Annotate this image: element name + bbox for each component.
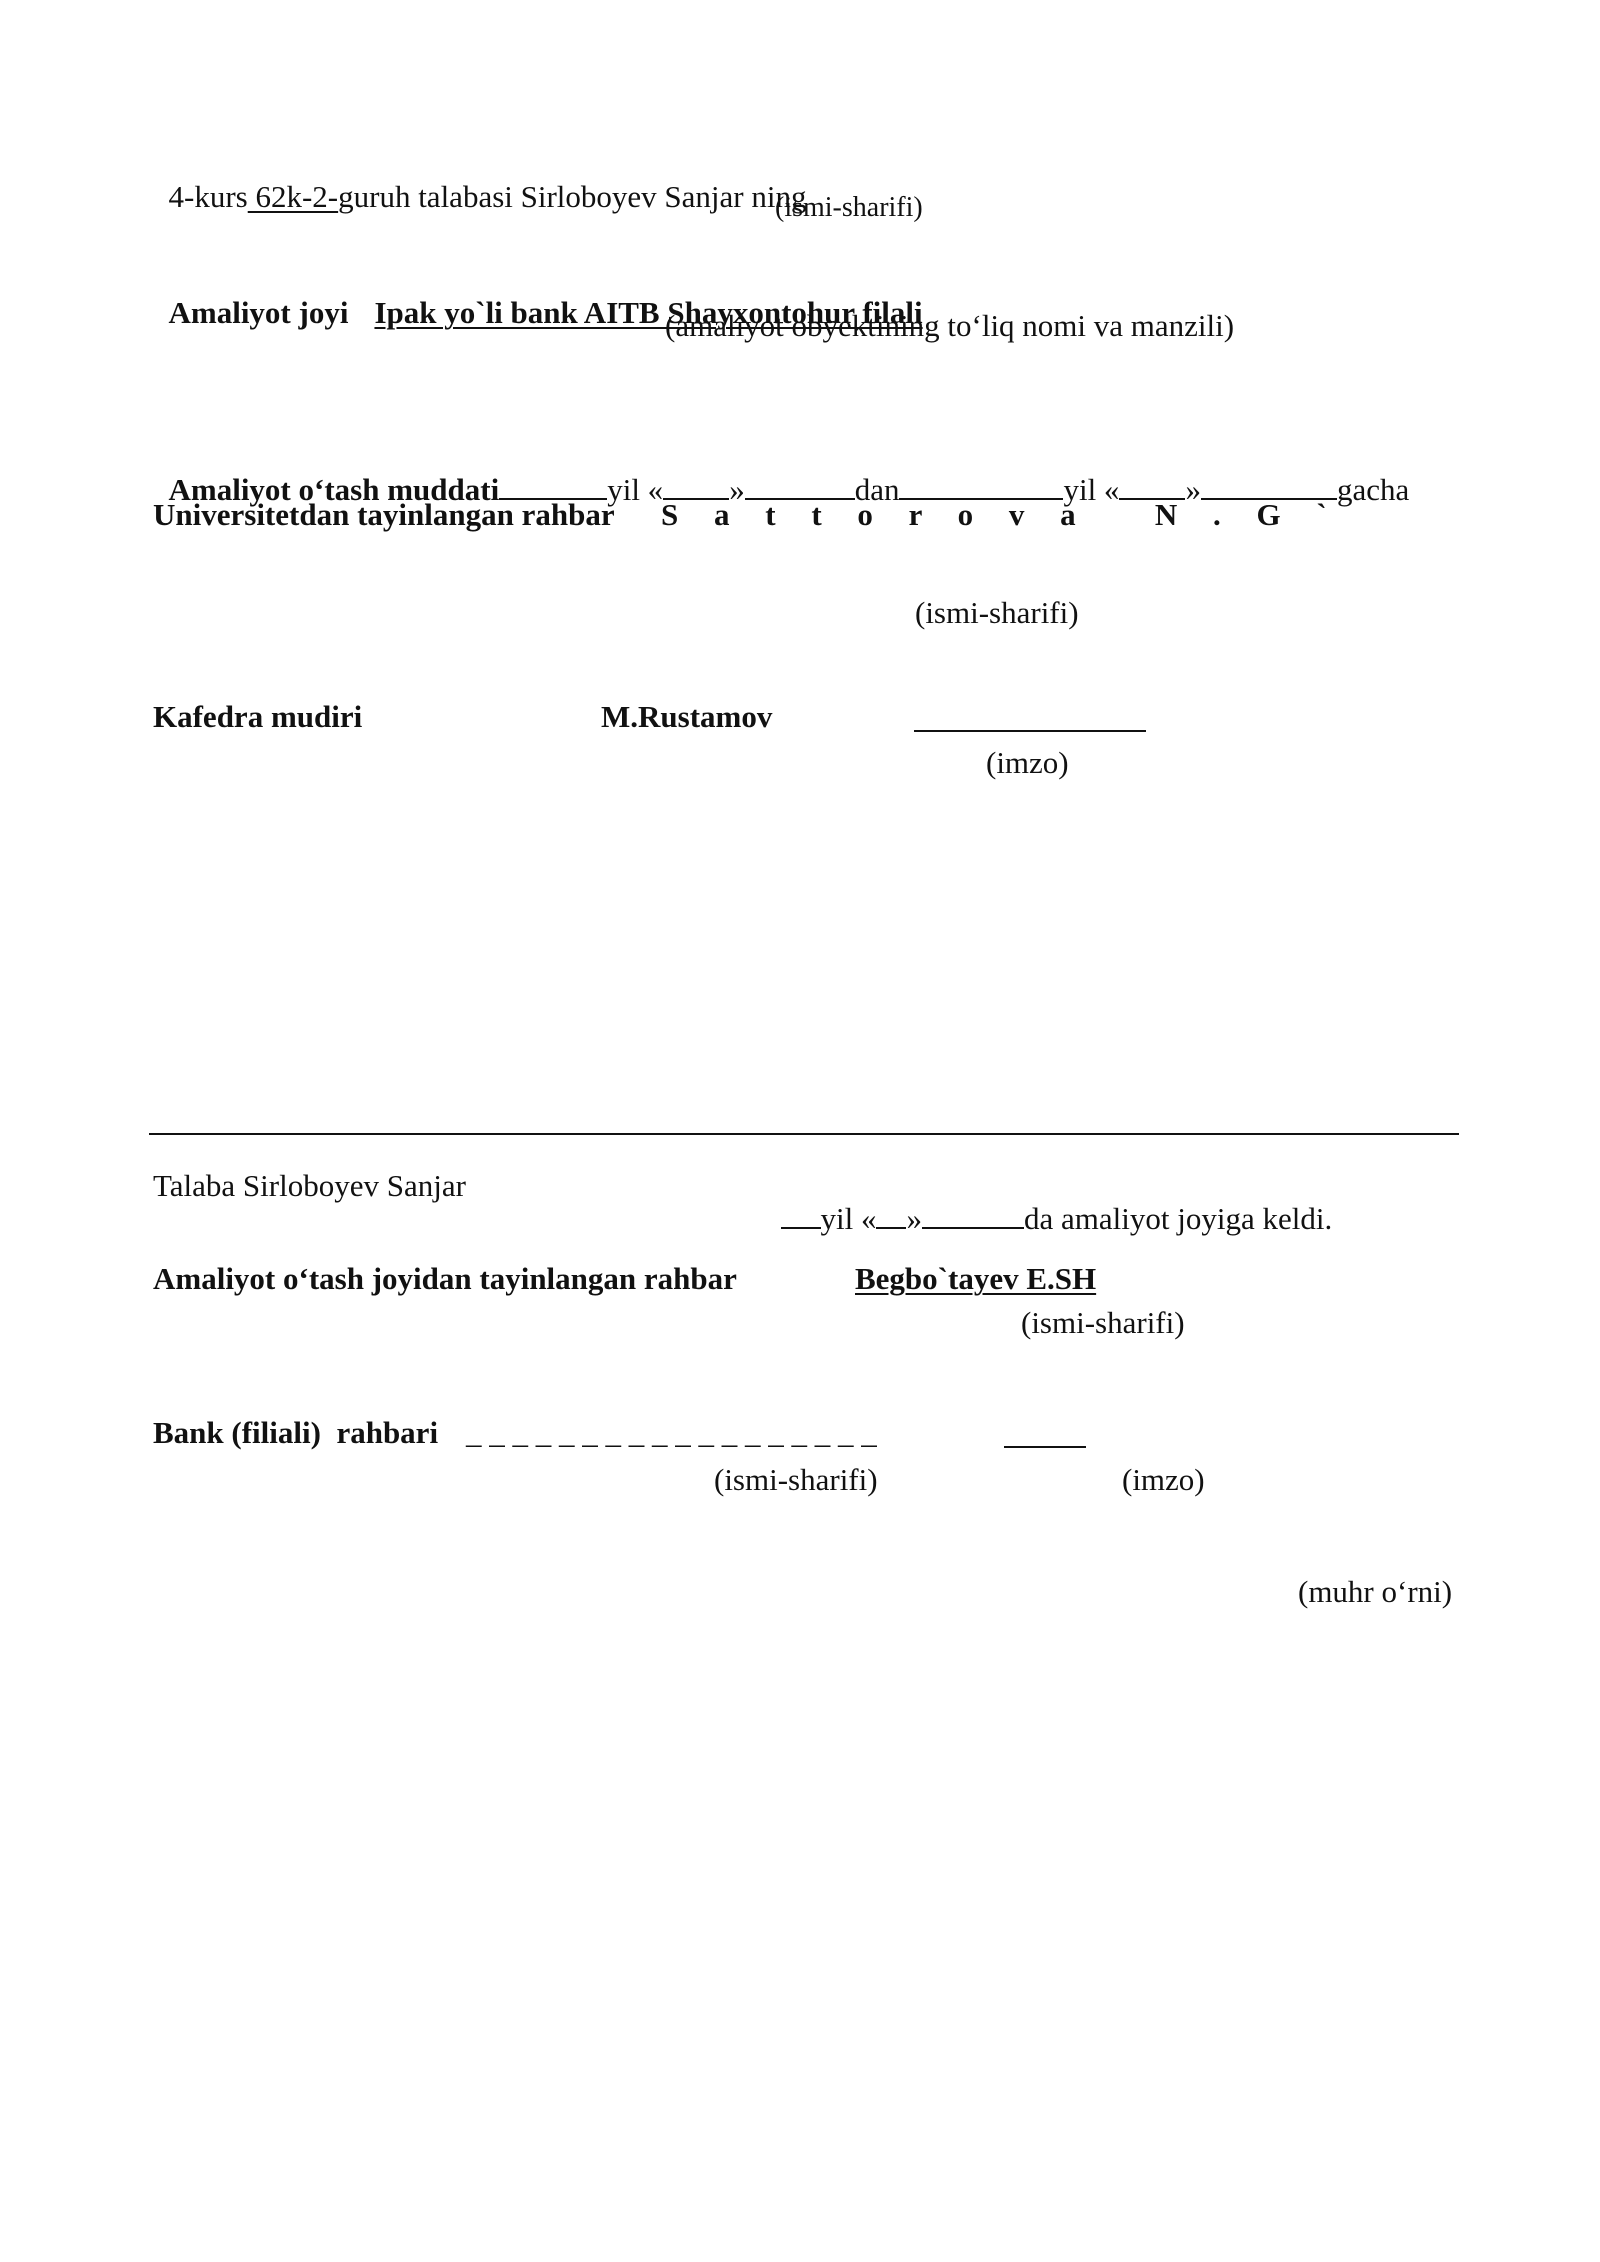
yil-text-1: yil « <box>607 472 664 507</box>
course-prefix: 4-kurs <box>168 179 248 214</box>
site-supervisor-value: Begbo`tayev E.SH <box>855 1261 1097 1296</box>
day-end-blank[interactable] <box>1119 472 1185 500</box>
stamp-caption: (muhr o‘rni) <box>1298 1574 1453 1609</box>
practice-place-value: Ipak yo`li bank AITB Shayxontohur filali <box>374 295 923 330</box>
student-line <box>153 150 807 212</box>
month-end-blank[interactable] <box>1201 472 1337 500</box>
site-supervisor-caption: (ismi-sharifi) <box>1021 1305 1185 1340</box>
duration-label: Amaliyot o‘tash muddati <box>168 472 500 507</box>
section-divider <box>149 1133 1459 1135</box>
arrival-day-blank[interactable] <box>876 1201 906 1229</box>
department-head-name: M.Rustamov <box>601 699 773 734</box>
arrival-line <box>765 1170 1332 1234</box>
dan-text: dan <box>854 472 900 507</box>
practice-place-label: Amaliyot joyi <box>168 295 349 330</box>
site-supervisor-label: Amaliyot o‘tash joyidan tayinlangan rahbar <box>153 1261 737 1296</box>
arrival-student-label: Talaba Sirloboyev Sanjar <box>153 1168 466 1203</box>
university-supervisor-value: S a t t o r o v a N . G ` <box>661 497 1341 532</box>
day-start-blank[interactable] <box>663 472 729 500</box>
bank-head-label: Bank (filiali) rahbari <box>153 1415 439 1450</box>
month-start-blank[interactable] <box>745 472 855 500</box>
duration-line <box>153 441 1409 505</box>
department-head-signature-caption: (imzo) <box>986 745 1069 780</box>
department-head-signature-line[interactable] <box>914 730 1146 732</box>
bank-head-signature-line[interactable] <box>1004 1446 1086 1448</box>
year-start-blank[interactable] <box>499 472 607 500</box>
practice-place-caption: (amaliyot obyektining to‘liq nomi va manzili) <box>665 308 1235 343</box>
bank-head-signature-caption: (imzo) <box>1122 1462 1205 1497</box>
arrival-month-blank[interactable] <box>922 1201 1024 1229</box>
close-quote-1: » <box>729 472 745 507</box>
arrival-da-text: da <box>1023 1201 1054 1236</box>
group-number: 62k-2- <box>247 179 339 214</box>
student-name-caption: (ismi-sharifi) <box>775 192 923 223</box>
bank-head-name-caption: (ismi-sharifi) <box>714 1462 878 1497</box>
gacha-text: gacha <box>1336 472 1410 507</box>
close-quote-2: » <box>1185 472 1201 507</box>
university-supervisor-label: Universitetdan tayinlangan rahbar <box>153 497 615 532</box>
yil-text-2: yil « <box>1063 472 1120 507</box>
bank-head-name-dashes[interactable]: _ _ _ _ _ _ _ _ _ _ _ _ _ _ _ _ _ _ <box>466 1415 877 1450</box>
department-head-label: Kafedra mudiri <box>153 699 363 734</box>
university-supervisor-caption: (ismi-sharifi) <box>915 595 1079 630</box>
arrival-rest-text: amaliyot joyiga keldi. <box>1061 1201 1333 1236</box>
student-text: guruh talabasi Sirloboyev Sanjar ning <box>338 179 807 214</box>
arrival-year-blank[interactable] <box>781 1201 821 1229</box>
arrival-yil-text: yil « <box>820 1201 877 1236</box>
year-end-blank[interactable] <box>899 472 1063 500</box>
arrival-close-quote: » <box>906 1201 922 1236</box>
